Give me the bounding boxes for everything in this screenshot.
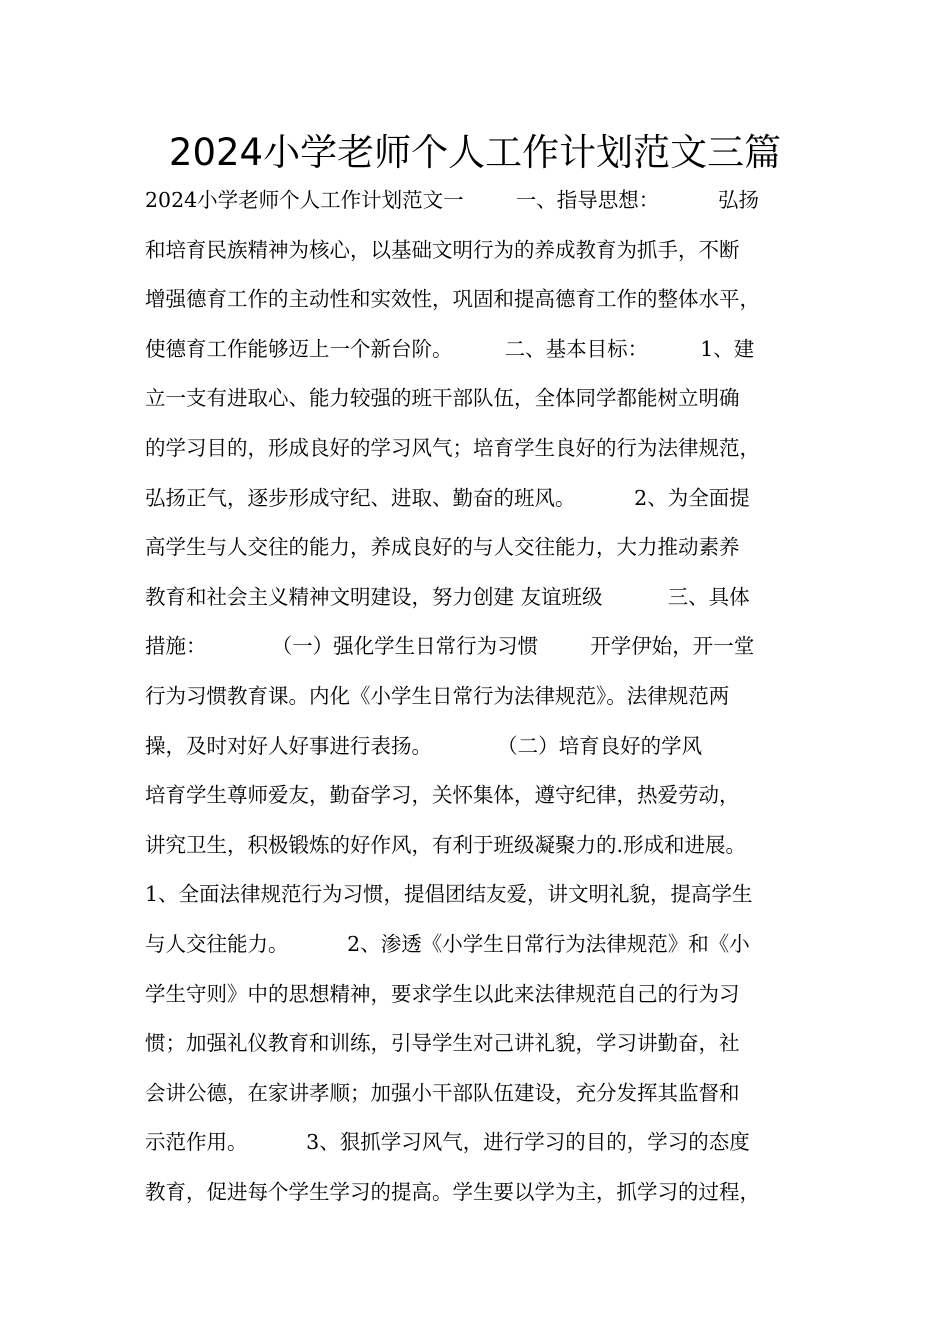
body-line: 与人交往能力。 2、渗透《小学生日常行为法律规范》和《小 bbox=[145, 931, 750, 956]
body-line: 使德育工作能够迈上一个新台阶。 二、基本目标： 1、建 bbox=[145, 336, 755, 361]
body-line: 操，及时对好人好事进行表扬。 （二）培育良好的学风 bbox=[145, 733, 703, 758]
body-line: 增强德育工作的主动性和实效性，巩固和提高德育工作的整体水平， bbox=[145, 287, 760, 312]
body-line: 学生守则》中的思想精神，要求学生以此来法律规范自己的行为习 bbox=[145, 981, 740, 1006]
body-line: 高学生与人交往的能力，养成良好的与人交往能力，大力推动素养 bbox=[145, 535, 740, 560]
body-line: 立一支有进取心、能力较强的班干部队伍，全体同学都能树立明确 bbox=[145, 386, 740, 411]
body-line: 和培育民族精神为核心，以基础文明行为的养成教育为抓手，不断 bbox=[145, 237, 740, 262]
body-line: 会讲公德，在家讲孝顺；加强小干部队伍建设，充分发挥其监督和 bbox=[145, 1080, 740, 1105]
body-line: 弘扬正气，逐步形成守纪、进取、勤奋的班风。 2、为全面提 bbox=[145, 485, 750, 510]
body-line: 行为习惯教育课。内化《小学生日常行为法律规范》。法律规范两 bbox=[145, 683, 730, 708]
body-line: 措施： （一）强化学生日常行为习惯 开学伊始，开一堂 bbox=[145, 634, 755, 659]
body-line: 教育和社会主义精神文明建设，努力创建 友谊班级 三、具体 bbox=[145, 584, 750, 609]
body-line: 惯；加强礼仪教育和训练，引导学生对己讲礼貌，学习讲勤奋，社 bbox=[145, 1031, 740, 1056]
document-body bbox=[145, 180, 825, 1221]
body-line: 教育，促进每个学生学习的提高。学生要以学为主，抓学习的过程， bbox=[145, 1179, 760, 1204]
body-line: 培育学生尊师爱友，勤奋学习，关怀集体，遵守纪律，热爱劳动， bbox=[145, 783, 740, 808]
body-line: 2024小学老师个人工作计划范文一 一、指导思想： 弘扬 bbox=[145, 188, 759, 212]
body-line: 示范作用。 3、狠抓学习风气，进行学习的目的，学习的态度 bbox=[145, 1130, 750, 1155]
document-title: 2024小学老师个人工作计划范文三篇 bbox=[168, 131, 782, 174]
body-line: 讲究卫生，积极锻炼的好作风，有利于班级凝聚力的.形成和进展。 bbox=[145, 832, 747, 857]
body-line: 1、全面法律规范行为习惯，提倡团结友爱，讲文明礼貌，提高学生 bbox=[145, 882, 753, 907]
body-line: 的学习目的，形成良好的学习风气；培育学生良好的行为法律规范， bbox=[145, 435, 760, 460]
